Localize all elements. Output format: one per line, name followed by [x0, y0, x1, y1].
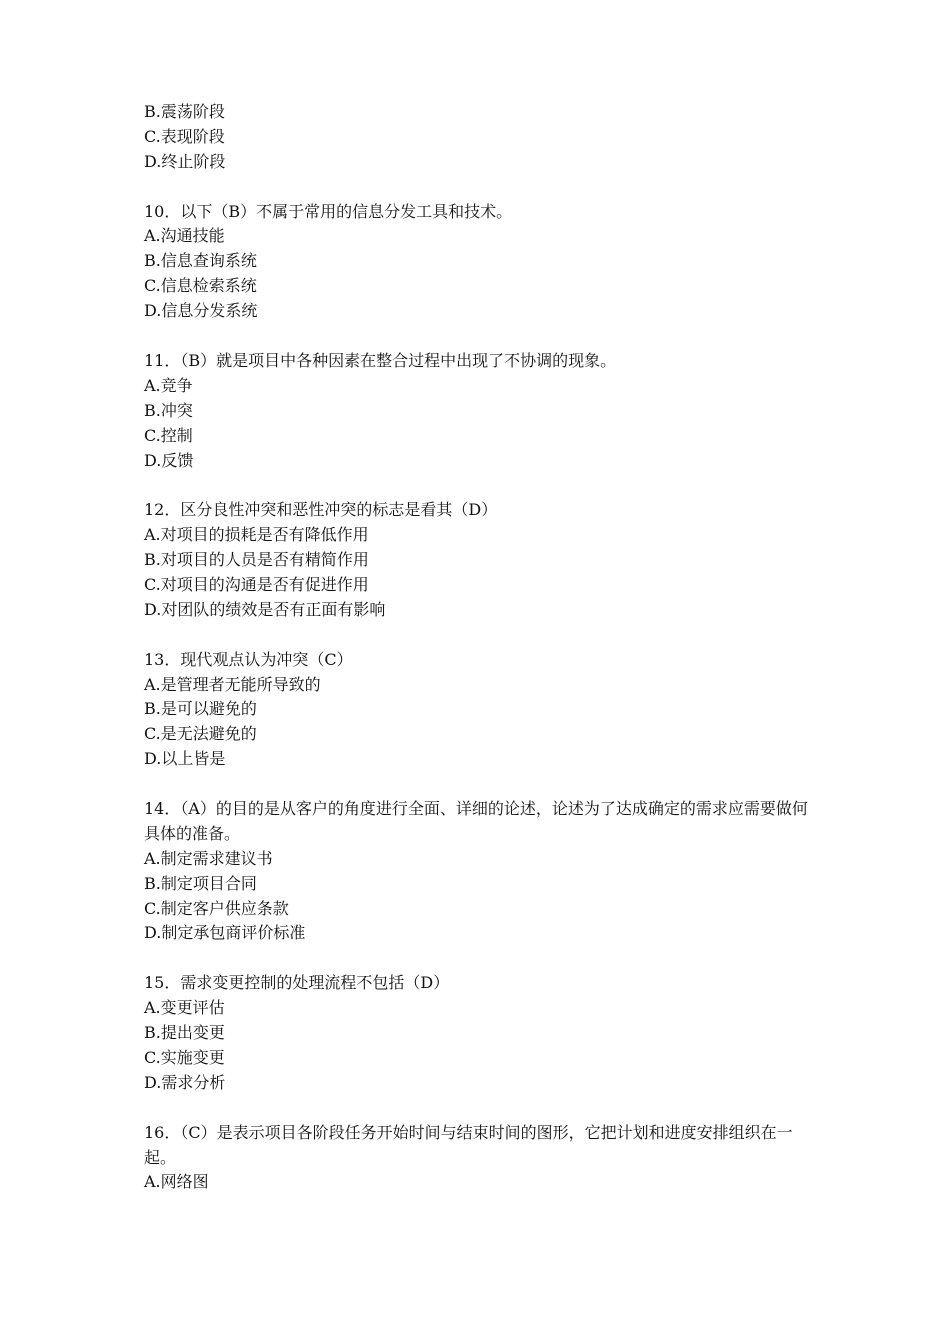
question-16	[144, 1121, 814, 1196]
option-item: B.提出变更	[144, 1023, 225, 1043]
option-item: B.信息查询系统	[144, 251, 257, 271]
option-item: A.变更评估	[144, 998, 225, 1018]
question-text: 10．以下（B）不属于常用的信息分发工具和技术。	[144, 201, 513, 221]
option-item: C.控制	[144, 425, 193, 445]
question-15	[144, 971, 814, 1095]
spacer	[144, 473, 814, 498]
question-14	[144, 797, 814, 946]
question-12	[144, 498, 814, 622]
spacer	[144, 175, 814, 200]
option-item: C.对项目的沟通是否有促进作用	[144, 574, 369, 594]
lead-options	[144, 100, 814, 175]
spacer	[144, 324, 814, 349]
question-text: 16．（C）是表示项目各阶段任务开始时间与结束时间的图形，它把计划和进度安排组织在一起。	[144, 1122, 793, 1167]
question-text: 12．区分良性冲突和恶性冲突的标志是看其（D）	[144, 500, 498, 520]
option-item: D.对团队的绩效是否有正面有影响	[144, 599, 386, 619]
question-text: 14．（A）的目的是从客户的角度进行全面、详细的论述，论述为了达成确定的需求应需要做何具体的准备。	[144, 799, 808, 843]
option-item: D.需求分析	[144, 1072, 226, 1092]
question-text: 13．现代观点认为冲突（C）	[144, 649, 353, 669]
option-item: B.是可以避免的	[144, 699, 257, 719]
spacer	[144, 623, 814, 648]
spacer	[144, 772, 814, 797]
spacer	[144, 946, 814, 971]
option-item: A.沟通技能	[144, 226, 225, 246]
option-item: B.制定项目合同	[144, 873, 257, 893]
option-item: A.是管理者无能所导致的	[144, 674, 321, 694]
option-item: D.以上皆是	[144, 749, 226, 769]
question-text: 15．需求变更控制的处理流程不包括（D）	[144, 973, 450, 993]
option-item: B.震荡阶段	[144, 102, 225, 121]
question-13	[144, 648, 814, 772]
option-item: D.制定承包商评价标准	[144, 923, 306, 943]
option-item: C.是无法避免的	[144, 724, 257, 744]
option-item: D.信息分发系统	[144, 301, 258, 321]
document-page	[144, 100, 814, 1195]
option-item: B.冲突	[144, 400, 193, 420]
option-item: A.对项目的损耗是否有降低作用	[144, 525, 369, 545]
option-item: A.竞争	[144, 375, 193, 395]
option-item: C.信息检索系统	[144, 276, 257, 296]
option-item: C.制定客户供应条款	[144, 898, 289, 918]
option-item: C.表现阶段	[144, 126, 225, 146]
question-11	[144, 349, 814, 473]
option-item: D.反馈	[144, 450, 194, 470]
option-item: A.网络图	[144, 1172, 209, 1192]
option-item: B.对项目的人员是否有精简作用	[144, 550, 369, 570]
option-item: C.实施变更	[144, 1047, 225, 1067]
question-10	[144, 200, 814, 324]
option-item: D.终止阶段	[144, 151, 226, 171]
option-item: A.制定需求建议书	[144, 848, 273, 868]
question-text: 11．（B）就是项目中各种因素在整合过程中出现了不协调的现象。	[144, 350, 617, 370]
spacer	[144, 1096, 814, 1121]
